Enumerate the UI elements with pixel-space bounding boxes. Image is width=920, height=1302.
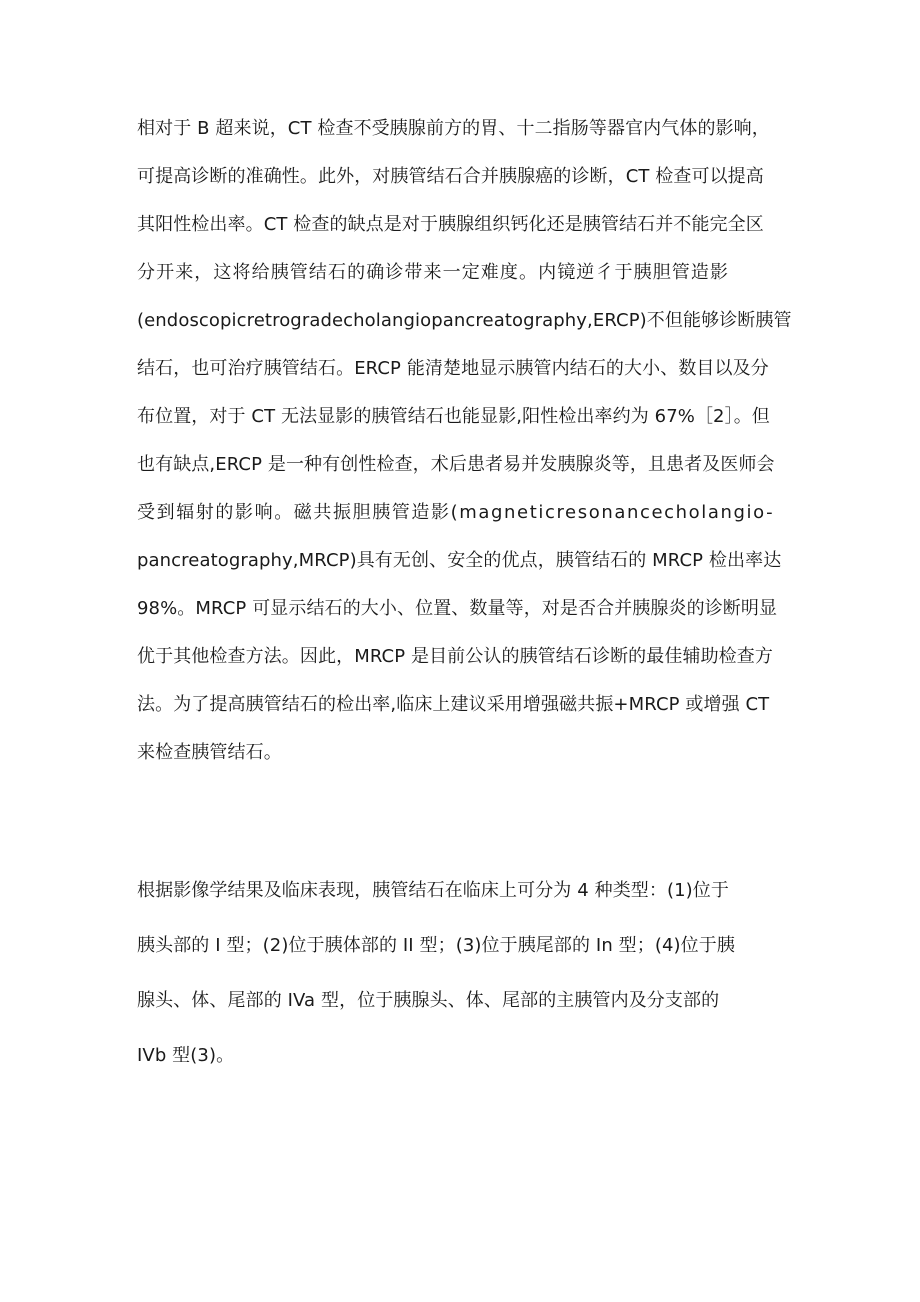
text-line: 可提高诊断的准确性。此外，对胰管结石合并胰腺癌的诊断，CT 检查可以提高 xyxy=(137,166,764,187)
text-line: 受到辐射的影响。磁共振胆胰管造影(magneticresonancecholangio- xyxy=(137,502,775,523)
text-line: 法。为了提高胰管结石的检出率,临床上建议采用增强磁共振+MRCP 或增强 CT xyxy=(137,694,770,715)
text-line: 结石，也可治疗胰管结石。ERCP 能清楚地显示胰管内结石的大小、数目以及分 xyxy=(137,358,769,379)
text-line: 根据影像学结果及临床表现，胰管结石在临床上可分为 4 种类型：(1)位于 xyxy=(137,880,729,901)
text-line: 布位置，对于 CT 无法显影的胰管结石也能显影,阳性检出率约为 67%［2］。但 xyxy=(137,406,770,427)
text-line: (endoscopicretrogradecholangiopancreatography,ERCP)不但能够诊断胰管 xyxy=(137,310,792,331)
text-line: 来检查胰管结石。 xyxy=(137,742,282,763)
text-line: 腺头、体、尾部的 IVa 型，位于胰腺头、体、尾部的主胰管内及分支部的 xyxy=(137,990,720,1011)
text-line: 其阳性检出率。CT 检查的缺点是对于胰腺组织钙化还是胰管结石并不能完全区 xyxy=(137,214,764,235)
text-line: 相对于 B 超来说，CT 检查不受胰腺前方的胃、十二指肠等器官内气体的影响， xyxy=(137,118,770,139)
text-line: 优于其他检查方法。因此，MRCP 是目前公认的胰管结石诊断的最佳辅助检查方 xyxy=(137,646,773,667)
text-line: 98%。MRCP 可显示结石的大小、位置、数量等，对是否合并胰腺炎的诊断明显 xyxy=(137,598,778,619)
text-line: 也有缺点,ERCP 是一种有创性检查，术后患者易并发胰腺炎等，且患者及医师会 xyxy=(137,454,775,475)
text-line: 胰头部的 I 型；(2)位于胰体部的 II 型；(3)位于胰尾部的 In 型；(4)位于胰 xyxy=(137,935,735,956)
text-line: 分开来，这将给胰管结石的确诊带来一定难度。内镜逆彳于胰胆管造影 xyxy=(137,262,730,283)
text-line: IVb 型(3)。 xyxy=(137,1045,235,1066)
text-line: pancreatography,MRCP)具有无创、安全的优点，胰管结石的 MRCP 检出率达 xyxy=(137,550,782,571)
